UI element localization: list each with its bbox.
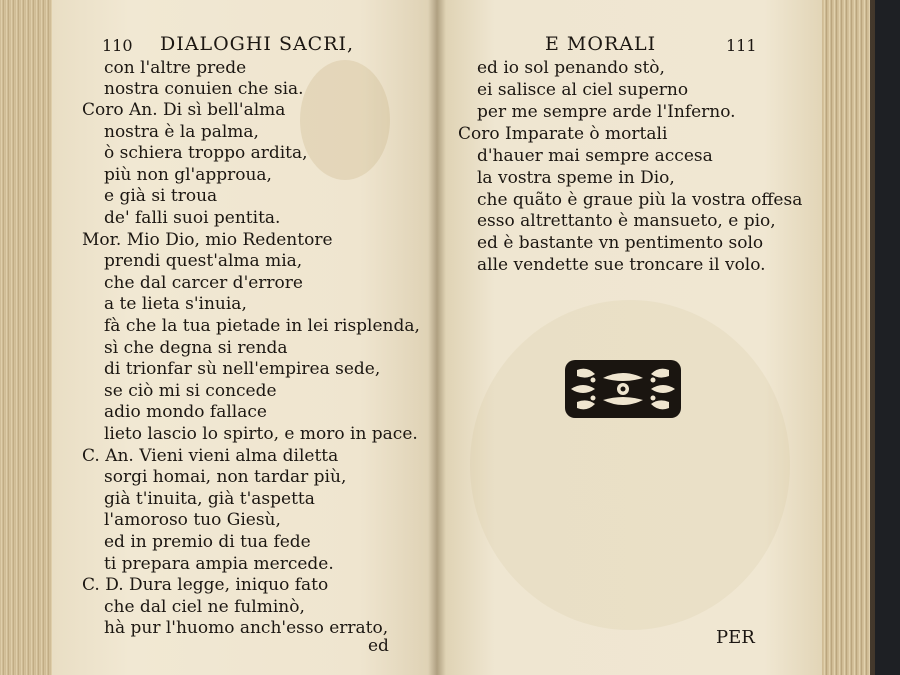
text-line: esso altrettanto è mansueto, e pio,: [477, 211, 776, 231]
right-running-head: E MORALI: [545, 33, 657, 55]
text-line: adio mondo fallace: [104, 402, 267, 422]
right-page-edges: [818, 0, 870, 675]
paper-stain: [300, 60, 390, 180]
text-line: a te lieta s'inuia,: [104, 294, 247, 314]
text-line: de' falli suoi pentita.: [104, 208, 281, 228]
text-line: Coro Imparate ò mortali: [458, 124, 668, 144]
right-page-number: 111: [726, 36, 757, 55]
text-line: nostra conuien che sia.: [104, 79, 304, 99]
left-running-head: DIALOGHI SACRI,: [160, 33, 355, 55]
text-line: se ciò mi si concede: [104, 381, 277, 401]
left-page-number: 110: [102, 36, 133, 55]
text-line: hà pur l'huomo anch'esso errato,: [104, 618, 389, 638]
text-line: fà che la tua pietade in lei risplenda,: [104, 316, 420, 336]
text-line: di trionfar sù nell'empirea sede,: [104, 359, 381, 379]
text-line: con l'altre prede: [104, 58, 247, 78]
text-line: ed io sol penando stò,: [477, 58, 665, 78]
catchword: PER: [716, 627, 755, 648]
text-line: che dal carcer d'errore: [104, 273, 303, 293]
text-line: ed è bastante vn pentimento solo: [477, 233, 764, 253]
text-line: C. An. Vieni vieni alma diletta: [82, 446, 339, 466]
text-line: l'amoroso tuo Giesù,: [104, 510, 281, 530]
paper-stain: [470, 300, 790, 630]
text-line: che dal ciel ne fulminò,: [104, 597, 305, 617]
text-line: e già si troua: [104, 186, 218, 206]
text-line: sorgi homai, non tardar più,: [104, 467, 347, 487]
text-line: ed in premio di tua fede: [104, 532, 311, 552]
text-line: che quãto è graue più la vostra offesa: [477, 190, 803, 210]
text-line: più non gl'approua,: [104, 165, 272, 185]
text-line: d'hauer mai sempre accesa: [477, 146, 713, 166]
text-line: lieto lascio lo spirto, e moro in pace.: [104, 424, 418, 444]
text-line: già t'inuita, già t'aspetta: [104, 489, 315, 509]
text-line: sì che degna si renda: [104, 338, 288, 358]
text-line: prendi quest'alma mia,: [104, 251, 303, 271]
background-edge: [875, 0, 900, 675]
text-line: ò schiera troppo ardita,: [104, 143, 308, 163]
text-line: la vostra speme in Dio,: [477, 168, 675, 188]
text-line: per me sempre arde l'Inferno.: [477, 102, 736, 122]
book-gutter: [428, 0, 446, 675]
text-line: alle vendette sue troncare il volo.: [477, 255, 766, 275]
text-line: nostra è la palma,: [104, 122, 259, 142]
left-page-edges: [0, 0, 58, 675]
catchword: ed: [368, 636, 389, 656]
text-line: ei salisce al ciel superno: [477, 80, 689, 100]
text-line: Coro An. Di sì bell'alma: [82, 100, 286, 120]
text-line: ti prepara ampia mercede.: [104, 554, 334, 574]
text-line: Mor. Mio Dio, mio Redentore: [82, 230, 333, 250]
printer-ornament: [563, 358, 683, 420]
text-line: C. D. Dura legge, iniquo fato: [82, 575, 329, 595]
